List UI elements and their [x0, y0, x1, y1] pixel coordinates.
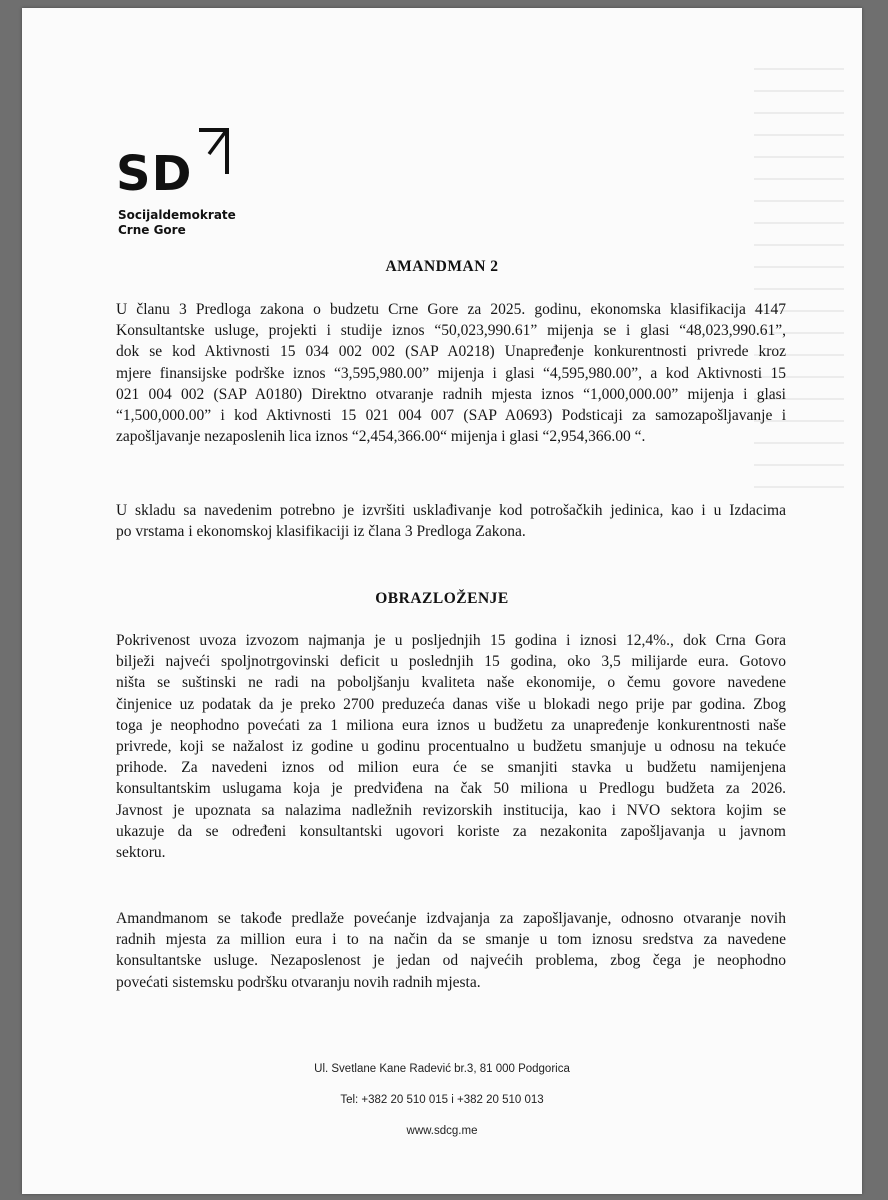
text-line: U skladu sa navedenim potrebno je izvršiti usklađivanje kod potrošačkih jedinica, kao i u Izdacima: [116, 502, 786, 519]
text-line: mjere finansijske podrške iznos “3,595,980.00” mijenja i glasi “4,595,980.00”, a kod Aktivnosti 15: [116, 364, 786, 382]
logo-corner-mark-icon: [199, 128, 229, 174]
text-line: “1,500,000.00” i kod Aktivnosti 15 021 004 007 (SAP A0693) Podsticaji za samozapošljavanje i: [116, 406, 786, 424]
text-line: ukazuje da se određeni konsultantski ugovori koriste za nezakonita zapošljavanja u javnom: [116, 822, 786, 840]
amendment-title: AMANDMAN 2: [385, 258, 499, 275]
text-line: činjenice uz podatak da je preko 2700 preduzeća danas više u blokadi nego prije par godina. Zbog: [116, 695, 786, 713]
text-line: 021 004 002 (SAP A0180) Direktno otvaranje radnih mjesta iznos “1,000,000.00” mijenja i glasi: [116, 385, 786, 403]
text-line: toga je neophodno povećati za 1 miliona eura iznos u budžetu za unapređenje konkurentnosti naše: [116, 716, 786, 734]
text-line: Pokrivenost uvoza izvozom najmanja je u posljednjih 15 godina i iznosi 12,4%., dok Crna Gora: [116, 632, 786, 649]
text-line: bilježi najveći spoljnotrgovinski deficit u poslednjih 15 godina, oko 3,5 milijarde eura. Gotovo: [116, 653, 786, 671]
text-line: konsultantskim uslugama koja je predviđena na čak 50 miliona u Predlogu budžeta za 2026.: [116, 780, 786, 798]
amendment-paragraph-1: [116, 299, 786, 447]
text-line: prihode. Za navedeni iznos od milion eura će se smanjiti stavka u budžetu namijenjena: [116, 759, 786, 777]
organization-name-line2: Crne Gore: [118, 223, 186, 237]
text-line: Amandmanom se takođe predlaže povećanje izdvajanja za zapošljavanje, odnosno otvaranje novih: [116, 910, 786, 927]
text-line: zapošljavanje nezaposlenih lica iznos “2,454,366.00“ mijenja i glasi “2,954,366.00 “.: [116, 428, 646, 446]
footer-phone: Tel: +382 20 510 015 i +382 20 510 013: [340, 1094, 544, 1106]
logo-text: SD: [116, 146, 193, 202]
text-line: po vrstama i ekonomskoj klasifikaciji iz člana 3 Predloga Zakona.: [116, 523, 526, 541]
text-line: radnih mjesta za million eura i to na način da se smanje u tom iznosu sredstva za navedene: [116, 931, 786, 949]
organization-name-line1: Socijaldemokrate: [118, 208, 236, 222]
text-line: sektoru.: [116, 843, 166, 861]
text-line: Konsultantske usluge, projekti i studije iznos “50,023,990.61” mijenja se i glasi “48,023,990.61”,: [116, 322, 786, 340]
text-line: povećati sistemsku podršku otvaranju novih radnih mjesta.: [116, 973, 481, 991]
text-line: U članu 3 Predloga zakona o budzetu Crne Gore za 2025. godinu, ekonomska klasifikacija 4147: [116, 301, 786, 318]
text-line: konsultantske usluge. Nezaposlenost je jedan od najvećih problema, zbog čega je neophodno: [116, 952, 786, 970]
text-line: privrede, koji se nažalost iz godine u godinu procentualno u budžetu smanjuje u odnosu na tekuće: [116, 737, 786, 755]
rationale-paragraph-2: [116, 908, 786, 993]
rationale-paragraph-1: [116, 630, 786, 863]
text-line: Javnost je upoznata sa nalazima nadležnih revizorskih institucija, kao i NVO sektora kojim se: [116, 801, 786, 819]
organization-name: [118, 208, 236, 238]
document-page: [22, 8, 862, 1194]
amendment-paragraph-2: [116, 500, 786, 542]
sd-logo: [116, 128, 256, 248]
text-line: dok se kod Aktivnosti 15 034 002 002 (SAP A0218) Unapređenje konkurentnosti privrede kroz: [116, 343, 786, 361]
text-line: ništa se suštinski ne radi na poboljšanju kvaliteta naše ekonomije, o čemu govore navedene: [116, 674, 786, 692]
footer-address: Ul. Svetlane Kane Radević br.3, 81 000 Podgorica: [314, 1063, 570, 1075]
footer-website: www.sdcg.me: [406, 1125, 478, 1137]
rationale-title: OBRAZLOŽENJE: [375, 590, 509, 607]
